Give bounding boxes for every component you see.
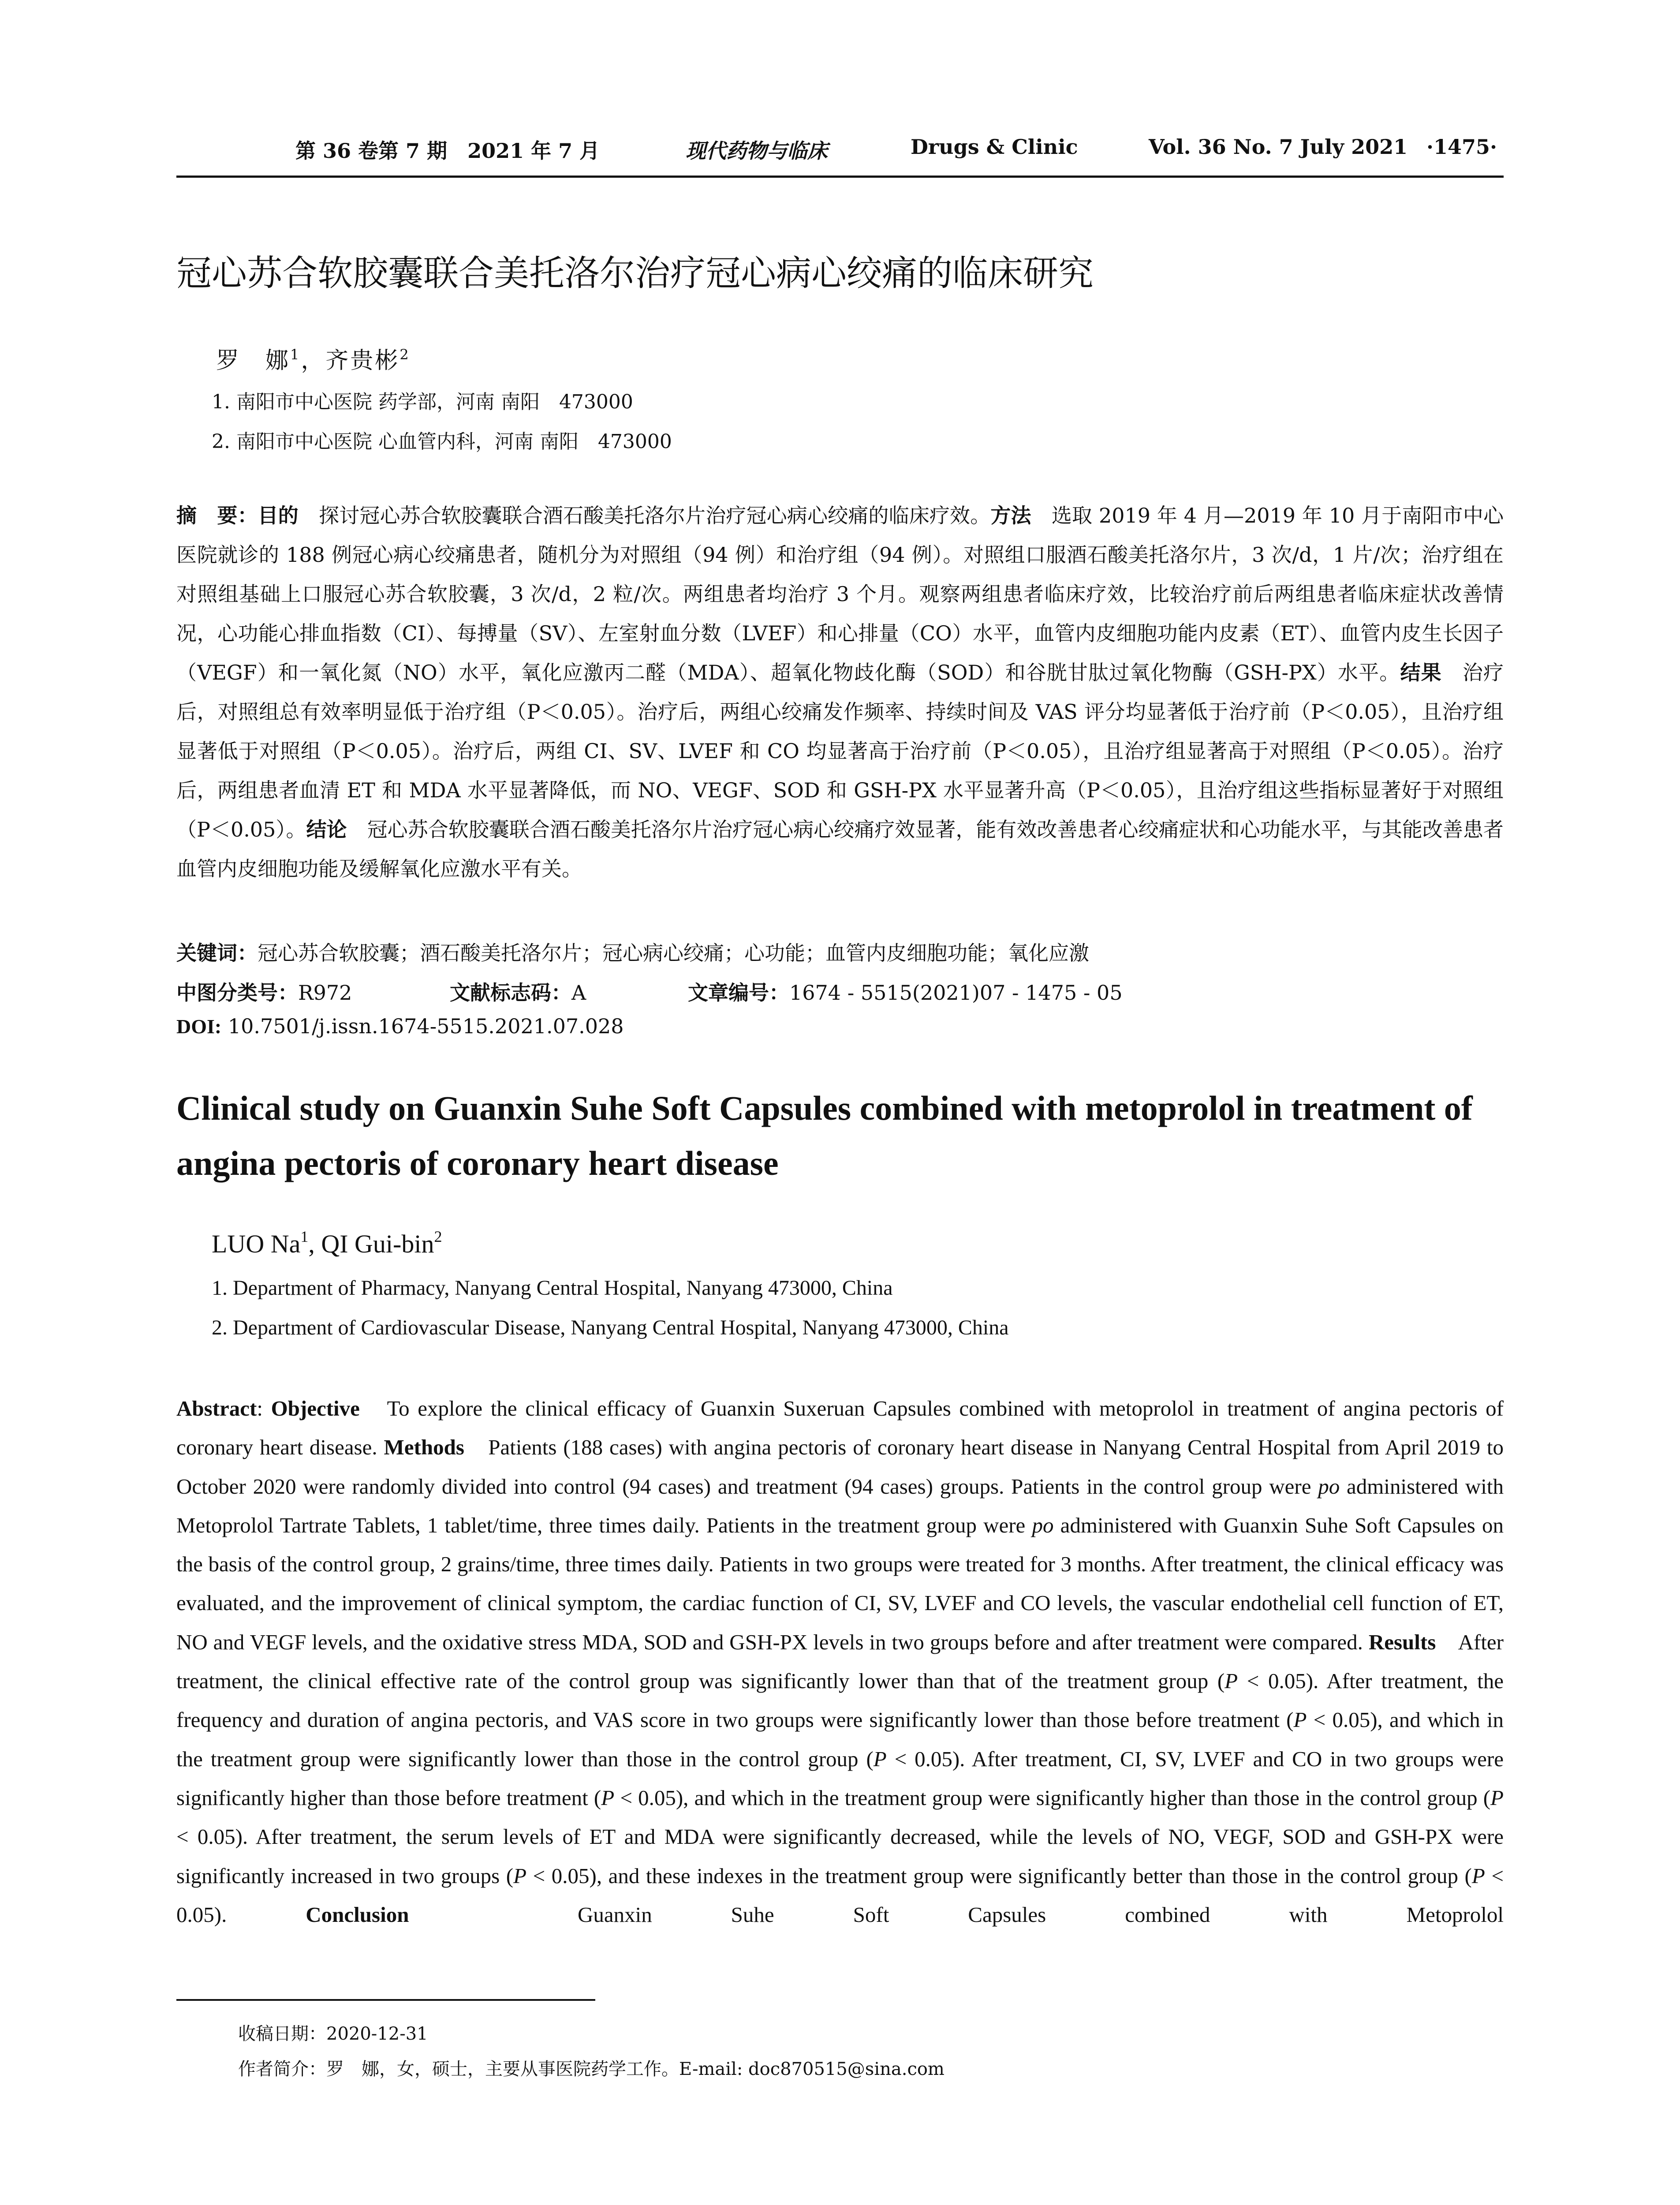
cn-conclusion-text: 冠心苏合软胶囊联合酒石酸美托洛尔片治疗冠心病心绞痛疗效显著，能有效改善患者心绞痛症状和心功能水平，与其能改善患者血管内皮细胞功能及缓解氧化应激水平有关。: [176, 818, 1504, 881]
cn-article-no-label: 文章编号：: [688, 981, 789, 1005]
cn-doc-code-label: 文献标志码：: [450, 981, 571, 1005]
cn-author-1-sup: 1: [290, 346, 301, 363]
en-results-label: Results: [1368, 1629, 1436, 1654]
en-title: Clinical study on Guanxin Suhe Soft Capsules combined with metoprolol in treatment of angina pectoris of coronary heart disease: [176, 1089, 1473, 1182]
cn-doi-label: DOI:: [176, 1015, 222, 1038]
cn-article-no-value: 1674 - 5515(2021)07 - 1475 - 05: [789, 981, 1123, 1005]
cn-conclusion-label: 结论: [306, 818, 347, 841]
en-affiliation-2: 2. Department of Cardiovascular Disease, Nanyang Central Hospital, Nanyang 473000, China: [212, 1316, 1009, 1339]
cn-results-text: 治疗后，对照组总有效率明显低于治疗组（P＜0.05）。治疗后，两组心绞痛发作频率、持续时间及 VAS 评分均显著低于治疗前（P＜0.05），且治疗组显著低于对照组（P＜0.05）。治疗后，两组 CI、SV、LVEF 和 CO 均显著高于治疗前（P＜0.05），且治疗组显著高于对照组（P＜0.05）。治疗后，两组患者血清 ET 和 MDA 水平显著降低，而 NO、VEGF、SOD 和 GSH-PX 水平显著升高（P＜0.05），且治疗组这些指标显著好于对照组（P＜0.05）。: [176, 661, 1504, 841]
cn-title: 冠心苏合软胶囊联合美托洛尔治疗冠心病心绞痛的临床研究: [176, 253, 1094, 294]
cn-affiliation-2: 2. 南阳市中心医院 心血管内科，河南 南阳 473000: [212, 430, 672, 453]
footnote-rule: [176, 1999, 595, 2001]
cn-keywords: [176, 937, 1089, 966]
en-methods-text: Patients (188 cases) with angina pectoris of coronary heart disease in Nanyang Central Hospital from April 2019 to October 2020 were randomly divided into control (94 cases) and treatment (94 cases) groups. Patients in the control group were: [176, 1435, 1504, 1499]
en-conclusion-label: Conclusion: [306, 1902, 409, 1927]
header-volume-en: Vol. 36 No. 7 July 2021: [1149, 135, 1408, 159]
en-abstract: Abstract: Objective To explore the clinical efficacy of Guanxin Suxeruan Capsules combined with metoprolol in treatment of angina pectoris of coronary heart disease. Methods Patients (188 cases) with angina pectoris of coronary heart disease in Nanyang Central Hospital from April 2019 to October 2020 were randomly divided into control (94 cases) and treatment (94 cases) groups. Patients in the control group were po administered with Metoprolol Tartrate Tablets, 1 tablet/time, three times daily. Patients in the treatment group were po administered with Guanxin Suhe Soft Capsules on the basis of the control group, 2 grains/time, three times daily. Patients in two groups were treated for 3 months. After treatment, the clinical efficacy was evaluated, and the improvement of clinical symptom, the cardiac function of CI, SV, LVEF and CO levels, the vascular endothelial cell function of ET, NO and VEGF levels, and the oxidative stress MDA, SOD and GSH-PX levels in two groups before and after treatment were compared. Results After treatment, the clinical effective rate of the control group was significantly lower than that of the treatment group (P < 0.05). After treatment, the frequency and duration of angina pectoris, and VAS score in two groups were significantly lower than those before treatment (P < 0.05), and which in the treatment group were significantly lower than those in the control group (P < 0.05). After treatment, CI, SV, LVEF and CO in two groups were significantly higher than those before treatment (P < 0.05), and which in the treatment group were significantly higher than those in the control group (P < 0.05). After treatment, the serum levels of ET and MDA were significantly decreased, while the levels of NO, VEGF, SOD and GSH-PX were significantly increased in two groups (P < 0.05), and these indexes in the treatment group were significantly better than those in the control group (P < 0.05). Conclusion Guanxin Suhe Soft Capsules combined with Metoprolol: [176, 1396, 1504, 1927]
footnote-author-bio: 作者简介：罗 娜，女，硕士，主要从事医院药学工作。E-mail: doc870515@sina.com: [238, 2059, 945, 2079]
cn-doc-code-value: A: [571, 981, 586, 1005]
header-page-number: ·1475·: [1426, 135, 1497, 159]
cn-clc-value: R972: [298, 981, 352, 1005]
header-journal-en: Drugs & Clinic: [911, 135, 1078, 159]
cn-author-2: 齐贵彬: [325, 348, 400, 374]
cn-keywords-text: 冠心苏合软胶囊；酒石酸美托洛尔片；冠心病心绞痛；心功能；血管内皮细胞功能；氧化应激: [258, 941, 1089, 965]
en-conclusion-text: Guanxin Suhe Soft Capsules combined with Metoprolol: [409, 1902, 1504, 1927]
en-author-1-sup: 1: [300, 1228, 309, 1245]
cn-doi-value: 10.7501/j.issn.1674-5515.2021.07.028: [221, 1014, 624, 1038]
en-author-1: LUO Na: [212, 1230, 301, 1258]
cn-abstract: [176, 496, 1504, 889]
en-author-2-sup: 2: [434, 1228, 442, 1245]
cn-objective-text: 探讨冠心苏合软胶囊联合酒石酸美托洛尔片治疗冠心病心绞痛的临床疗效。: [298, 504, 991, 527]
en-objective-label: Objective: [271, 1396, 360, 1420]
cn-classification-line: [176, 977, 1123, 1006]
en-methods-label: Methods: [384, 1435, 464, 1460]
en-author-sep: ,: [308, 1230, 321, 1258]
cn-results-label: 结果: [1400, 661, 1442, 684]
header-rule: [176, 176, 1504, 178]
cn-author-2-sup: 2: [399, 346, 411, 363]
footnote-received-date: 收稿日期：2020-12-31: [238, 2024, 428, 2044]
en-results-text: After treatment, the clinical effective rate of the control group was significantly lower than that of the treatment group (: [176, 1629, 1504, 1693]
header-journal-cn: 现代药物与临床: [686, 139, 828, 163]
running-header: [176, 135, 1504, 175]
cn-abstract-label: 摘 要：: [176, 504, 258, 527]
cn-authors: [216, 342, 411, 375]
en-objective-text: To explore the clinical efficacy of Guanxin Suxeruan Capsules combined with metoprolol in treatment of angina pectoris of coronary heart disease.: [176, 1396, 1504, 1460]
cn-keywords-label: 关键词：: [176, 941, 258, 965]
en-author-2: QI Gui-bin: [321, 1230, 434, 1258]
cn-author-1: 罗 娜: [216, 348, 291, 374]
header-volume-cn: 第 36 卷第 7 期 2021 年 7 月: [295, 139, 600, 163]
en-authors: [212, 1227, 442, 1259]
cn-methods-label: 方法: [990, 504, 1031, 527]
cn-author-sep: ，: [301, 348, 326, 374]
cn-objective-label: 目的: [258, 504, 299, 527]
cn-doi-line: [176, 1014, 624, 1038]
en-affiliation-1: 1. Department of Pharmacy, Nanyang Central Hospital, Nanyang 473000, China: [212, 1276, 893, 1300]
en-abstract-label: Abstract: [176, 1396, 257, 1420]
cn-affiliation-1: 1. 南阳市中心医院 药学部，河南 南阳 473000: [212, 391, 633, 413]
cn-clc-label: 中图分类号：: [176, 981, 298, 1005]
cn-methods-text: 选取 2019 年 4 月—2019 年 10 月于南阳市中心医院就诊的 188 例冠心病心绞痛患者，随机分为对照组（94 例）和治疗组（94 例）。对照组口服酒石酸美托洛尔片，3 次/d，1 片/次；治疗组在对照组基础上口服冠心苏合软胶囊，3 次/d，2 粒/次。两组患者均治疗 3 个月。观察两组患者临床疗效，比较治疗前后两组患者临床症状改善情况，心功能心排血指数（CI）、每搏量（SV）、左室射血分数（LVEF）和心排量（CO）水平，血管内皮细胞功能内皮素（ET）、血管内皮生长因子（VEGF）和一氧化氮（NO）水平，氧化应激丙二醛（MDA）、超氧化物歧化酶（SOD）和谷胱甘肽过氧化物酶（GSH-PX）水平。: [176, 504, 1504, 684]
